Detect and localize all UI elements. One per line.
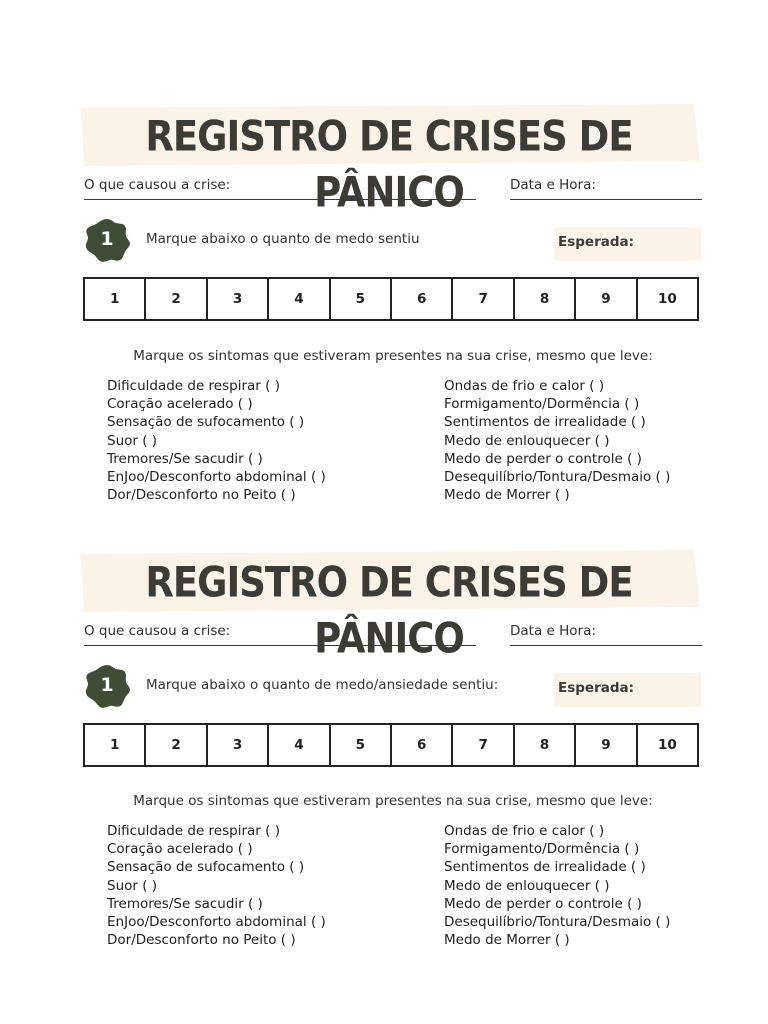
scale-cell-2[interactable]: 2 [144, 279, 205, 319]
symptom-item[interactable]: Medo de perder o controle ( ) [444, 895, 642, 912]
form-title: REGISTRO DE CRISES DE PÂNICO [145, 558, 633, 663]
symptom-item[interactable]: Suor ( ) [107, 432, 158, 449]
symptom-item[interactable]: Suor ( ) [107, 877, 158, 894]
expected-field[interactable] [554, 673, 701, 707]
symptoms-right-column [444, 377, 670, 504]
symptom-item[interactable]: Tremores/Se sacudir ( ) [107, 450, 263, 467]
scale-cell-7[interactable]: 7 [451, 725, 512, 765]
fear-instruction: Marque abaixo o quanto de medo/ansiedade sentiu: [146, 677, 499, 693]
scale-cell-10[interactable]: 10 [636, 279, 697, 319]
symptom-item[interactable]: Desequilíbrio/Tontura/Desmaio ( ) [444, 469, 671, 486]
symptom-item[interactable]: Medo de enlouquecer ( ) [444, 432, 610, 449]
scale-cell-1[interactable]: 1 [110, 737, 120, 753]
scale-cell-6[interactable]: 6 [390, 279, 451, 319]
scale-cell-1[interactable]: 1 [110, 291, 120, 307]
scale-cell-7[interactable]: 7 [451, 279, 512, 319]
scale-cell-4[interactable]: 4 [267, 725, 328, 765]
symptom-item[interactable]: Ondas de frio e calor ( ) [444, 378, 605, 394]
symptoms-right-column [444, 822, 670, 949]
datetime-input-line[interactable] [510, 199, 702, 200]
symptom-item[interactable]: Medo de perder o controle ( ) [444, 450, 642, 467]
symptom-item[interactable]: Sensação de sufocamento ( ) [107, 859, 305, 876]
datetime-label: Data e Hora: [510, 177, 596, 193]
symptoms-intro: Marque os sintomas que estiveram presentes na sua crise, mesmo que leve: [133, 793, 653, 809]
symptom-item[interactable]: Dificuldade de respirar ( ) [107, 823, 280, 839]
fear-scale [83, 723, 699, 767]
step-badge [84, 217, 130, 263]
scale-cell-9[interactable]: 9 [574, 279, 635, 319]
scale-cell-3[interactable]: 3 [206, 725, 267, 765]
step-number: 1 [100, 228, 114, 250]
datetime-input-line[interactable] [510, 645, 702, 646]
form-title: REGISTRO DE CRISES DE PÂNICO [145, 112, 633, 217]
step-badge [84, 663, 130, 709]
symptom-item[interactable]: Dor/Desconforto no Peito ( ) [107, 932, 296, 949]
symptom-item[interactable]: Formigamento/Dormência ( ) [444, 841, 640, 858]
datetime-label: Data e Hora: [510, 623, 596, 639]
scale-cell-5[interactable]: 5 [329, 279, 390, 319]
panic-record-form-2 [0, 550, 768, 990]
symptom-item[interactable]: Medo de enlouquecer ( ) [444, 877, 610, 894]
symptom-item[interactable]: Dor/Desconforto no Peito ( ) [107, 487, 296, 504]
symptom-item[interactable]: Sentimentos de irrealidade ( ) [444, 414, 646, 431]
symptom-item[interactable]: Coração acelerado ( ) [107, 841, 253, 858]
scale-cell-10[interactable]: 10 [636, 725, 697, 765]
scale-cell-2[interactable]: 2 [144, 725, 205, 765]
scale-cell-8[interactable]: 8 [513, 279, 574, 319]
scale-cell-4[interactable]: 4 [267, 279, 328, 319]
symptom-item[interactable]: Coração acelerado ( ) [107, 396, 253, 413]
symptom-item[interactable]: Ondas de frio e calor ( ) [444, 823, 605, 839]
symptom-item[interactable]: Dificuldade de respirar ( ) [107, 378, 280, 394]
cause-input-line[interactable] [84, 199, 476, 200]
symptom-item[interactable]: Medo de Morrer ( ) [444, 487, 570, 504]
expected-field[interactable] [554, 227, 701, 261]
cause-label: O que causou a crise: [84, 623, 231, 639]
step-number: 1 [100, 674, 114, 696]
symptoms-intro: Marque os sintomas que estiveram presentes na sua crise, mesmo que leve: [133, 348, 653, 364]
symptom-item[interactable]: Formigamento/Dormência ( ) [444, 396, 640, 413]
symptoms-left-column [107, 377, 326, 504]
symptom-item[interactable]: Tremores/Se sacudir ( ) [107, 895, 263, 912]
symptoms-left-column [107, 822, 326, 949]
expected-label: Esperada: [558, 234, 635, 250]
symptom-item[interactable]: Medo de Morrer ( ) [444, 932, 570, 949]
scale-cell-3[interactable]: 3 [206, 279, 267, 319]
symptom-item[interactable]: Desequilíbrio/Tontura/Desmaio ( ) [444, 914, 671, 931]
symptom-item[interactable]: EnJoo/Desconforto abdominal ( ) [107, 469, 326, 486]
scale-cell-9[interactable]: 9 [574, 725, 635, 765]
symptom-item[interactable]: Sensação de sufocamento ( ) [107, 414, 305, 431]
scale-cell-5[interactable]: 5 [329, 725, 390, 765]
fear-instruction: Marque abaixo o quanto de medo sentiu [146, 231, 420, 247]
cause-input-line[interactable] [84, 645, 476, 646]
scale-cell-8[interactable]: 8 [513, 725, 574, 765]
panic-record-form-1 [0, 104, 768, 544]
symptom-item[interactable]: Sentimentos de irrealidade ( ) [444, 859, 646, 876]
fear-scale [83, 277, 699, 321]
expected-label: Esperada: [558, 680, 635, 696]
cause-label: O que causou a crise: [84, 177, 231, 193]
scale-cell-6[interactable]: 6 [390, 725, 451, 765]
symptom-item[interactable]: EnJoo/Desconforto abdominal ( ) [107, 914, 326, 931]
